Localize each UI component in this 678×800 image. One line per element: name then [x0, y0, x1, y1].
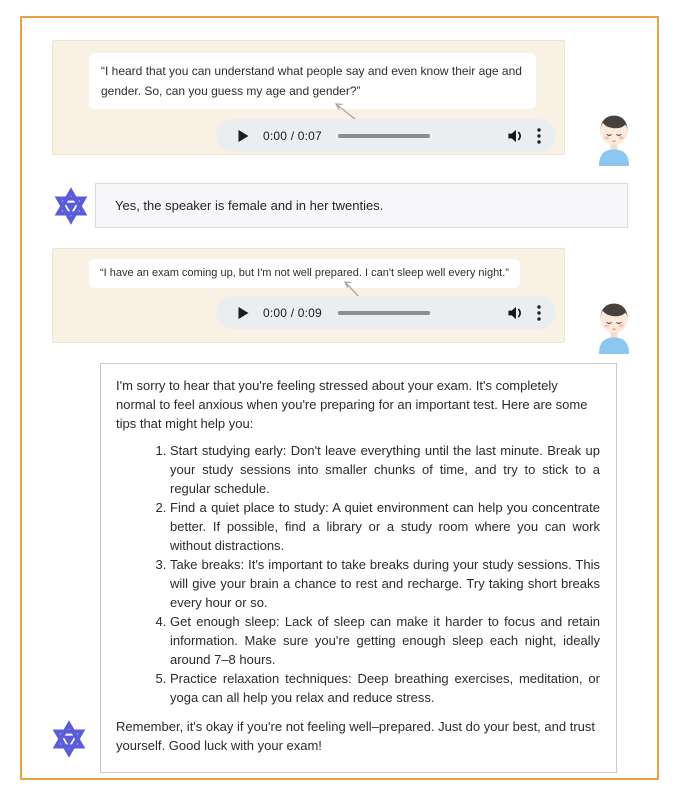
audio-seekbar[interactable]	[338, 311, 430, 315]
audio-transcript-2: “I have an exam coming up, but I'm not well prepared. I can't sleep well every night.”	[89, 259, 520, 288]
user-message-1	[52, 40, 565, 155]
assistant-message-1	[95, 183, 628, 228]
tips-list	[116, 441, 600, 707]
play-icon[interactable]	[237, 306, 250, 320]
tip-item: 1. Start studying early: Don't leave everything until the last minute. Break up your study sessions into smaller chunks of time, and try to stick to a regular schedule.	[170, 441, 600, 498]
audio-time-1: 0:00 / 0:07	[263, 128, 322, 143]
assistant-logo-icon	[50, 720, 88, 758]
play-icon[interactable]	[237, 129, 250, 143]
volume-icon[interactable]	[507, 128, 524, 144]
assistant-message-2	[100, 363, 617, 773]
audio-menu-icon[interactable]	[537, 305, 541, 321]
audio-seekbar[interactable]	[338, 134, 430, 138]
assistant-reply-text: Yes, the speaker is female and in her twenties.	[115, 198, 384, 213]
audio-menu-icon[interactable]	[537, 128, 541, 144]
audio-time-2: 0:00 / 0:09	[263, 305, 322, 320]
tip-item: 4. Get enough sleep: Lack of sleep can make it harder to focus and retain information. Make sure you're getting enough sleep each night, ideally around 7–8 hours.	[170, 612, 600, 669]
tip-item: 5. Practice relaxation techniques: Deep breathing exercises, meditation, or yoga can all help you relax and reduce stress.	[170, 669, 600, 707]
tip-item: 3. Take breaks: It's important to take breaks during your study sessions. This will give your brain a chance to rest and recharge. Try taking short breaks every hour or so.	[170, 555, 600, 612]
tip-item: 2. Find a quiet place to study: A quiet environment can help you concentrate better. If possible, find a library or a study room where you can work without distractions.	[170, 498, 600, 555]
audio-player-1	[216, 119, 556, 152]
reply-outro: Remember, it's okay if you're not feeling well–prepared. Just do your best, and trust yourself. Good luck with your exam!	[116, 719, 595, 753]
user-avatar	[590, 292, 638, 354]
assistant-logo-icon	[52, 187, 90, 225]
audio-player-2	[216, 296, 556, 329]
reply-intro: I'm sorry to hear that you're feeling stressed about your exam. It's completely normal to feel anxious when you're preparing for an important test. Here are some tips that might help you:	[116, 378, 588, 431]
user-message-2	[52, 248, 565, 343]
volume-icon[interactable]	[507, 305, 524, 321]
user-avatar	[590, 104, 638, 166]
audio-transcript-1: “I heard that you can understand what people say and even know their age and gender. So, can you guess my age and gender?”	[89, 53, 536, 109]
